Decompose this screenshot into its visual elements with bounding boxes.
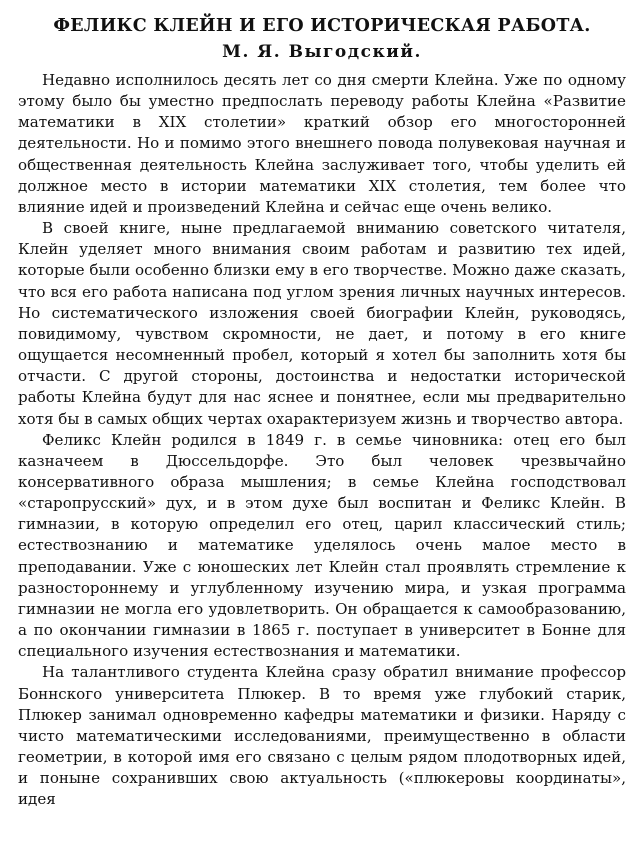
paragraph-1: Недавно исполнилось десять лет со дня смерти Клейна. Уже по одному этому было бы уместно предпослать переводу работы Клейна «Развитие математики в XIX столетии» краткий обзор его многосторонней деятельности. Но и помимо этого внешнего повода полувековая научная и общественная деятельность Клейна заслуживает того, чтобы уделить ей должное место в истории математики XIX столетия, тем более что влияние идей и произведений Клейна и сейчас еще очень велико. <box>18 71 626 216</box>
paragraph-2: В своей книге, ныне предлагаемой вниманию советского читателя, Клейн уделяет много внимания своим работам и развитию тех идей, которые были особенно близки ему в его творчестве. Можно даже сказать, что вся его работа написана под углом зрения личных научных интересов. Но систематического изложения своей биографии Клейн, руководясь, повидимому, чувством скромности, не дает, и потому в его книге ощущается несомненный пробел, который я хотел бы заполнить хотя бы отчасти. С другой стороны, достоинства и недостатки исторической работы Клейна будут для нас яснее и понятнее, если мы предварительно хотя бы в самых общих чертах охарактеризуем жизнь и творчество автора. <box>18 219 626 428</box>
article-title: ФЕЛИКС КЛЕЙН И ЕГО ИСТОРИЧЕСКАЯ РАБОТА. <box>53 16 591 36</box>
paragraph-4: На талантливого студента Клейна сразу обратил внимание профессор Боннского университета Плюкер. В то время уже глубокий старик, Плюкер занимал одновременно кафедры математики и физики. Наряду с чисто математическими исследованиями, преимущественно в области геометрии, в которой имя его связано с целым рядом плодотворных идей, и поныне сохранивших свою актуальность («плюкеровы координаты», идея <box>18 663 626 809</box>
paragraph-3: Феликс Клейн родился в 1849 г. в семье чиновника: отец его был казначеем в Дюссельдорфе. Это был человек чрезвычайно консервативного образа мышления; в семье Клейна господствовал «старопрусский» дух, и в этом духе был воспитан и Феликс Клейн. В гимназии, в которую определил его отец, царил классический стиль; естествознанию и математике уделялось очень малое место в преподавании. Уже с юношеских лет Клейн стал проявлять стремление к разностороннему и углубленному изучению мира, и узкая программа гимназии не могла его удовлетворить. Он обращается к самообразованию, а по окончании гимназии в 1865 г. поступает в университет в Бонне для специального изучения естествознания и математики. <box>18 430 626 661</box>
document-page <box>18 14 626 810</box>
article-author: М. Я. Выгодский. <box>222 42 422 62</box>
